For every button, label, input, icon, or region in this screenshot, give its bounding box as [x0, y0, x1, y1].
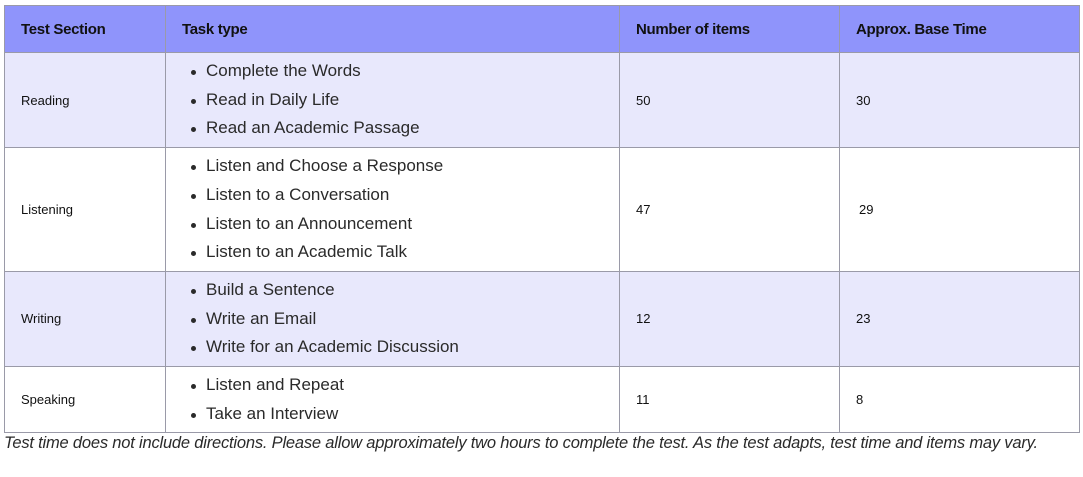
test-structure-table [4, 5, 1080, 433]
task-item: Build a Sentence [188, 276, 619, 305]
footnote: Test time does not include directions. Please allow approximately two hours to complete the test. As the test adapts, test time and items may vary. [4, 434, 1038, 452]
table-header-row [5, 6, 1080, 53]
task-list [188, 371, 619, 428]
task-type-cell [166, 367, 620, 433]
task-item: Write an Email [188, 305, 619, 334]
header-approx-base-time: Approx. Base Time [840, 6, 1080, 53]
items-cell: 50 [620, 53, 840, 148]
task-item: Complete the Words [188, 57, 619, 86]
time-cell: 8 [840, 367, 1080, 433]
time-cell: 30 [840, 53, 1080, 148]
section-cell: Reading [5, 53, 166, 148]
task-item: Listen and Choose a Response [188, 152, 619, 181]
header-number-of-items: Number of items [620, 6, 840, 53]
task-item: Read in Daily Life [188, 86, 619, 115]
section-cell: Writing [5, 271, 166, 366]
task-list [188, 152, 619, 267]
task-item: Listen to a Conversation [188, 181, 619, 210]
section-cell: Listening [5, 148, 166, 272]
header-task-type: Task type [166, 6, 620, 53]
task-type-cell [166, 148, 620, 272]
time-cell [840, 148, 1080, 272]
table-row-reading [5, 53, 1080, 148]
task-type-cell [166, 53, 620, 148]
header-test-section: Test Section [5, 6, 166, 53]
task-item: Listen and Repeat [188, 371, 619, 400]
items-cell: 47 [620, 148, 840, 272]
items-cell: 12 [620, 271, 840, 366]
task-item: Write for an Academic Discussion [188, 333, 619, 362]
task-list [188, 276, 619, 362]
table-row-writing [5, 271, 1080, 366]
task-type-cell [166, 271, 620, 366]
task-list [188, 57, 619, 143]
test-structure-table-container [4, 5, 1079, 433]
table-row-listening [5, 148, 1080, 272]
table-row-speaking [5, 367, 1080, 433]
task-item: Listen to an Announcement [188, 210, 619, 239]
time-cell: 23 [840, 271, 1080, 366]
task-item: Take an Interview [188, 400, 619, 429]
time-value: 29 [859, 202, 874, 218]
task-item: Listen to an Academic Talk [188, 238, 619, 267]
task-item: Read an Academic Passage [188, 114, 619, 143]
section-cell: Speaking [5, 367, 166, 433]
items-cell: 11 [620, 367, 840, 433]
